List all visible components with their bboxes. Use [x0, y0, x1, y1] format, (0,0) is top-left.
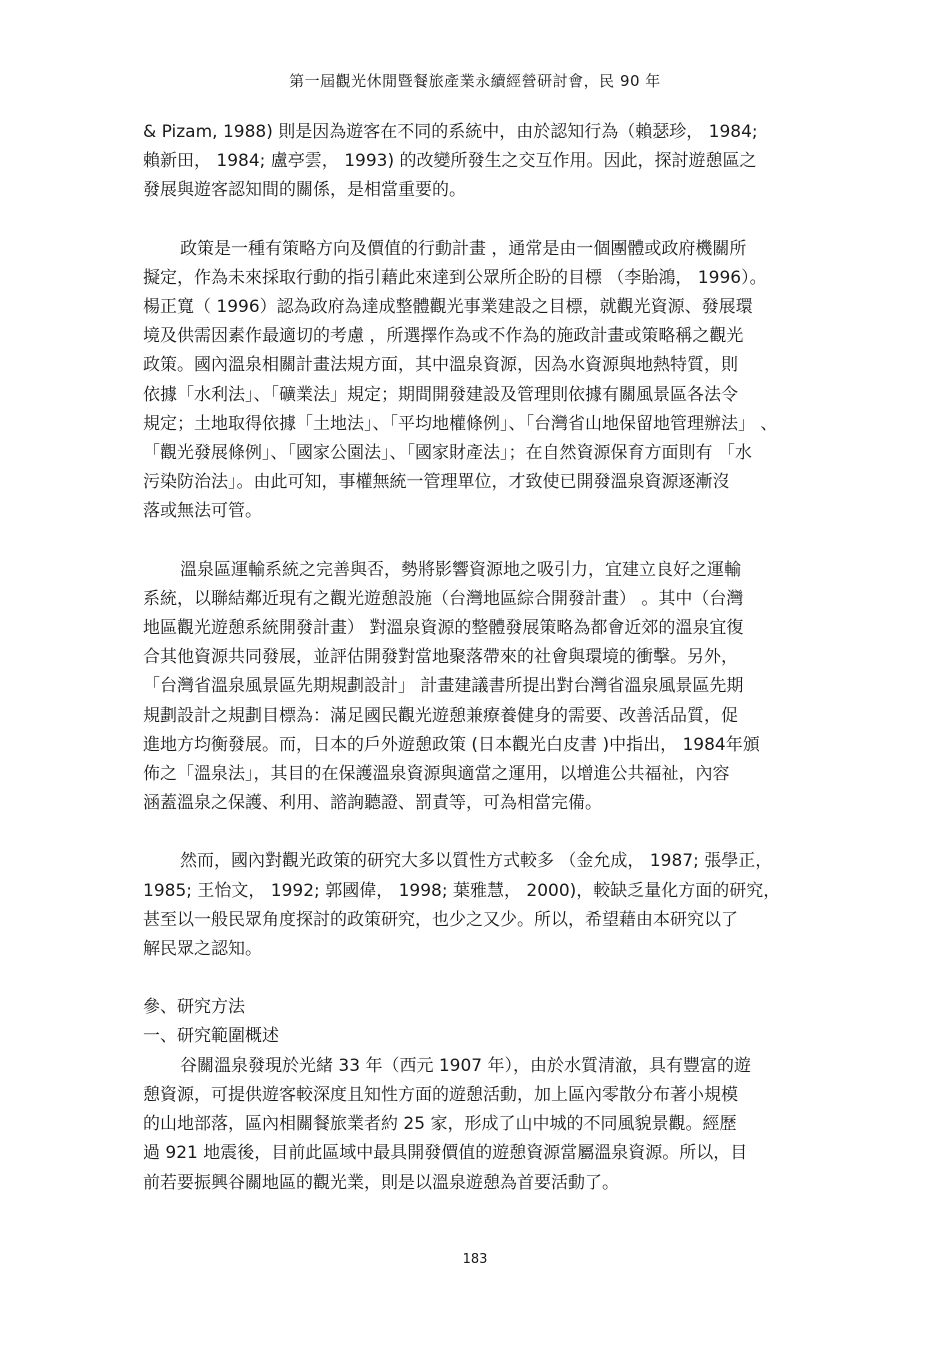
paragraph-5	[143, 1052, 808, 1198]
text-line: 發展與遊客認知間的關係，是相當重要的。	[143, 180, 466, 201]
text-line: 規定；土地取得依據「土地法」、「平均地權條例」、「台灣省山地保留地管理辦法」 、	[143, 413, 778, 434]
text-line: 地區觀光遊憩系統開發計畫） 對溫泉資源的整體發展策略為都會近郊的溫泉宜復	[143, 618, 744, 639]
paragraph-2	[143, 235, 808, 527]
text-line: 規劃設計之規劃目標為：滿足國民觀光遊憩兼療養健身的需要、改善活品質，促	[143, 705, 738, 726]
text-line: 合其他資源共同發展，並評估開發對當地聚落帶來的社會與環境的衝擊。另外，	[143, 647, 738, 668]
text-line: & Pizam, 1988) 則是因為遊客在不同的系統中，由於認知行為（賴瑟珍， 1984;	[143, 122, 758, 142]
text-line: 污染防治法」。由此可知，事權無統一管理單位，才致使已開發溫泉資源逐漸沒	[143, 472, 730, 493]
text-line: 進地方均衡發展。而，日本的戶外遊憩政策 (日本觀光白皮書 )中指出， 1984年頒	[143, 734, 760, 755]
paragraph-3	[143, 556, 808, 819]
text-line: 「台灣省溫泉風景區先期規劃設計」 計畫建議書所提出對台灣省溫泉風景區先期	[143, 676, 744, 697]
text-line: 「觀光發展條例」、「國家公園法」、「國家財產法」；在自然資源保育方面則有 「水	[143, 443, 752, 464]
text-line: 過 921 地震後，目前此區域中最具開發價值的遊憩資源當屬溫泉資源。所以，目	[143, 1143, 748, 1164]
text-line: 依據「水利法」、「礦業法」規定；期間開發建設及管理則依據有關風景區各法令	[143, 384, 738, 405]
document-body	[143, 118, 808, 1227]
text-line: 政策。國內溫泉相關計畫法規方面，其中溫泉資源，因為水資源與地熱特質，則	[143, 355, 738, 376]
paragraph-1	[143, 118, 808, 206]
page-number: 183	[462, 1252, 488, 1267]
text-line: 境及供需因素作最適切的考慮 ，所選擇作為或不作為的施政計畫或策略稱之觀光	[143, 326, 744, 347]
text-line: 甚至以一般民眾角度探討的政策研究，也少之又少。所以，希望藉由本研究以了	[143, 909, 738, 930]
text-line: 賴新田， 1984; 盧亭雲， 1993) 的改變所發生之交互作用。因此，探討遊憩區之	[143, 151, 757, 172]
text-line: 谷關溫泉發現於光緒 33 年（西元 1907 年），由於水質清澈，具有豐富的遊	[180, 1055, 752, 1076]
text-line: 楊正寬（ 1996）認為政府為達成整體觀光事業建設之目標，就觀光資源、發展環	[143, 297, 753, 318]
text-line: 落或無法可管。	[143, 501, 262, 522]
paragraph-4	[143, 847, 808, 964]
text-line: 憩資源，可提供遊客較深度且知性方面的遊憩活動，加上區內零散分布著小規模	[143, 1084, 738, 1105]
text-line: 的山地部落，區內相關餐旅業者約 25 家，形成了山中城的不同風貌景觀。經歷	[143, 1114, 737, 1135]
section-heading: 參、研究方法	[143, 997, 245, 1018]
text-line: 擬定，作為未來採取行動的指引藉此來達到公眾所企盼的目標 （李貽鴻， 1996）。	[143, 267, 767, 288]
subsection-heading: 一、研究範圍概述	[143, 1026, 279, 1047]
text-line: 解民眾之認知。	[143, 939, 262, 960]
text-line: 佈之「溫泉法」，其目的在保護溫泉資源與適當之運用，以增進公共福祉，內容	[143, 764, 730, 785]
text-line: 然而，國內對觀光政策的研究大多以質性方式較多 （金允成， 1987; 張學正，	[180, 851, 773, 872]
text-line: 政策是一種有策略方向及價值的行動計畫 ，通常是由一個團體或政府機關所	[180, 238, 747, 259]
text-line: 1985; 王怡文， 1992; 郭國偉， 1998; 葉雅慧， 2000)，較缺乏量化方面的研究，	[143, 880, 781, 901]
text-line: 系統，以聯結鄰近現有之觀光遊憩設施（台灣地區綜合開發計畫） 。其中（台灣	[143, 588, 744, 609]
text-line: 涵蓋溫泉之保護、利用、諮詢聽證、罰責等，可為相當完備。	[143, 793, 602, 814]
text-line: 溫泉區運輸系統之完善與否，勢將影響資源地之吸引力，宜建立良好之運輸	[180, 559, 741, 580]
text-line: 前若要振興谷關地區的觀光業，則是以溫泉遊憩為首要活動了。	[143, 1172, 619, 1193]
page-header: 第一屆觀光休閒暨餐旅產業永續經營研討會，民 90 年	[289, 72, 661, 90]
